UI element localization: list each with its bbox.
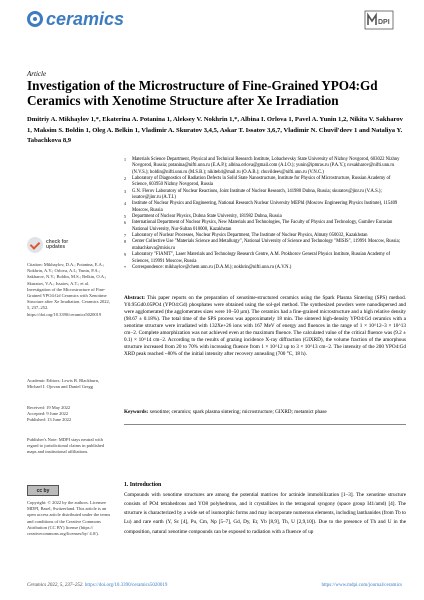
keywords-text: xenotime; ceramics; spark plasma sintering; microstructure; GIXRD; metamict phase: [149, 409, 327, 415]
keywords: [124, 409, 406, 416]
affiliations-list: [124, 157, 406, 271]
keywords-label: Keywords:: [124, 409, 149, 415]
journal-logo: [27, 8, 124, 30]
affiliation-item: 4 Institute of Nuclear Physics and Engineering, National Research Nuclear University MEPhI (Moscow Engineering Physics Institute), 115409 Moscow, Russia: [124, 201, 398, 213]
copyright-notice: Copyright: © 2022 by the authors. Licensee MDPI, Basel, Switzerland. This article is an open access article distributed under the terms and conditions of the Creative Commons Attribution (CC BY) license (https:// creativecommons.org/licenses/by/ 4.0/).: [27, 500, 111, 537]
journal-name: ceramics: [46, 8, 125, 29]
affiliation-item: 5 Department of Nuclear Physics, Dubna State University, 181982 Dubna, Russia: [124, 214, 282, 220]
mdpi-logo-icon: [364, 10, 394, 30]
section-divider: [124, 424, 406, 425]
affiliation-item: 3 G.N. Flerov Laboratory of Nuclear Reactions, Joint Institute of Nuclear Research, 141980 Dubna, Russia; skuratov@jinr.ru (V.A.S.); issatov@jinr.ru (A.T.I.): [124, 188, 382, 201]
article-type: Article: [27, 70, 47, 78]
affiliation-item: 1 Materials Science Department, Physical and Technical Research Institute, Lobachevsky State University of Nizhny Novgorod, 603022 Nizhny Novgorod, Russia; potanina@nifti.unn.ru (E.A.P.); albina.orlova@gmail.com (A.I.O.); yunin@ipmras.ru (P.A.Y.); nvsakharov@nifti.unn.ru (N.V.S.); boldin@nifti.unn.ru (M.S.B.); nikiteb4@mail.ru (O.A.B.); chuvildeev@nifti.unn.ru (V.N.C.): [124, 157, 400, 175]
journal-logo-icon: [27, 11, 43, 27]
page-footer: [27, 583, 167, 588]
check-updates-icon: [27, 237, 43, 253]
affiliation-item: 7 Laboratory of Nuclear Processes, Nuclear Physics Department, The Institute of Nuclear Physics, Almaty 050032, Kazakhstan: [124, 233, 368, 239]
cc-by-license-icon[interactable]: cc by: [27, 485, 59, 496]
abstract-text: This paper reports on the preparation of xenotime-structured ceramics using the Spark Plasma Sintering (SPS) method. Y0.95Gd0.05PO4 (YPO4:Gd) phosphates were obtained using the sol-gel method. The synthesized powders were nanodispersed and were agglomerated (the agglomerates sizes were 10–50 µm). The ceramics had a fine-grained microstructure and a high relative density (98.67 ± 0.18%). The total time of the SPS process was approximately 18 min. The sintered high-density YPO4:Gd ceramics with a xenotime structure were irradiated with 132Xe+26 ions with 167 MeV of energy and fluences in the range of 1 × 10^12–3 × 10^13 cm−2. Complete amorphization was not achieved even at the maximum fluence. The calculated value of the critical fluence was (9.2 ± 0.1) × 10^14 cm−2. According to the results of grazing incidence X-ray diffraction (GIXRD), the volume fraction of the amorphous structure increased from 20 to 70% with increasing fluence from 1 × 10^12 up to 3 × 10^13 cm−2. The intensity of the 200 YPO4:Gd XRD peak reached ~80% of the initial intensity after recovery annealing (700 °C, 18 h).: [124, 295, 406, 358]
abstract-label: Abstract:: [124, 295, 146, 301]
introduction-text: Compounds with xenotime structures are among the potential matrices for actinide immobilization [1–3]. The xenotime structure consists of PO4 tetrahedrons and YO8 polyhedrons, and it crystallizes in the tetragonal syngony (space group I41/amd) [4]. The structure is characterized by a wide set of isomorphic forms and may incorporate numerous elements, including lanthanides (from Tb to Lu) and rare earth (Y, Sc [4], Pu, Cm, Np [5–7], Gd, Dy, Er, Yb [8,9], Th, U [2,9,10]). Due to the presence of Th and U in the composition, natural xenotime compounds can be exposed to radiation with a fluence of up: [124, 492, 406, 535]
affiliation-item: * Correspondence: mikhaylov@chem.unn.ru (D.A.M.); nokhrin@nifti.unn.ru (A.V.N.): [124, 264, 292, 270]
academic-editors: Academic Editors: Lewis B. Blackburn, Michael I. Ojovan and Daniel Gregg: [27, 378, 99, 390]
introduction-heading: 1. Introduction: [124, 482, 162, 488]
badge-label: check for updates: [46, 238, 69, 250]
publication-dates: Received: 19 May 2022 Accepted: 9 June 2022 Published: 13 June 2022: [27, 405, 72, 423]
affiliation-item: 9 Laboratory "FIANIT", Laser Materials and Technology Research Centre, A.M. Prokhorov General Physics Institute, Russian Academy of Sciences, 119991 Moscow, Russia: [124, 252, 391, 264]
footer-citation: Ceramics 2022, 5, 237–252.: [27, 583, 84, 588]
publisher-note: Publisher's Note: MDPI stays neutral with regard to jurisdictional claims in published maps and institutional affiliations.: [27, 437, 105, 455]
paper-title: Investigation of the Microstructure of Fine-Grained YPO4:Gd Ceramics with Xenotime Structure after Xe Irradiation: [27, 78, 378, 108]
citation-block: Citation: Mikhaylov, D.A.; Potanina, E.A.; Nokhrin, A.V.; Orlova, A.I.; Yunin, P.A.; Sakharov, N.V.; Boldin, M.S.; Belkin, O.A.; Skuratov, V.A.; Issatov, A.T.; et al. Investigation of the Microstructure of Fine-Grained YPO4:Gd Ceramics with Xenotime Structure after Xe Irradiation. Ceramics 2022, 5, 237–252. https://doi.org/10.3390/ceramics5020019: [27, 262, 110, 317]
journal-link[interactable]: https://www.mdpi.com/journal/ceramics: [321, 583, 402, 588]
affiliation-item: 6 International Department of Nuclear Physics, New Materials and Technologies, The Faculty of Physics and Technology, Gumilev Eurasian National University, Nur-Sultan 010000, Kazakhstan: [124, 220, 393, 232]
affiliation-item: 8 Center Collective Use "Materials Science and Metallurgy", National University of Science and Technology "MISIS", 119991 Moscow, Russia; ntabachkova@misis.ru: [124, 239, 400, 251]
author-list: Dmitriy A. Mikhaylov 1,*, Ekaterina A. Potanina 1, Aleksey V. Nokhrin 1,*, Albina I. Orlova 1, Pavel A. Yunin 1,2, Nikita V. Sakharov 1, Maksim S. Boldin 1, Oleg A. Belkin 1, Vladimir A. Skuratov 3,4,5, Askar T. Issatov 3,6,7, Vladimir N. Chuvil'deev 1 and Nataliya Y. Tabachkova 8,9: [27, 116, 403, 144]
check-for-updates-badge[interactable]: [27, 237, 86, 253]
svg-text:DPI: DPI: [378, 19, 390, 26]
abstract: [124, 295, 406, 358]
doi-link[interactable]: https://doi.org/10.3390/ceramics5020019: [84, 583, 168, 588]
affiliation-item: 2 Laboratory of Diagnostics of Radiation Defects in Solid State Nanostructure, Institute for Physics of Microstructure, Russian Academy of Science, 603950 Nizhny Novgorod, Russia: [124, 176, 391, 188]
